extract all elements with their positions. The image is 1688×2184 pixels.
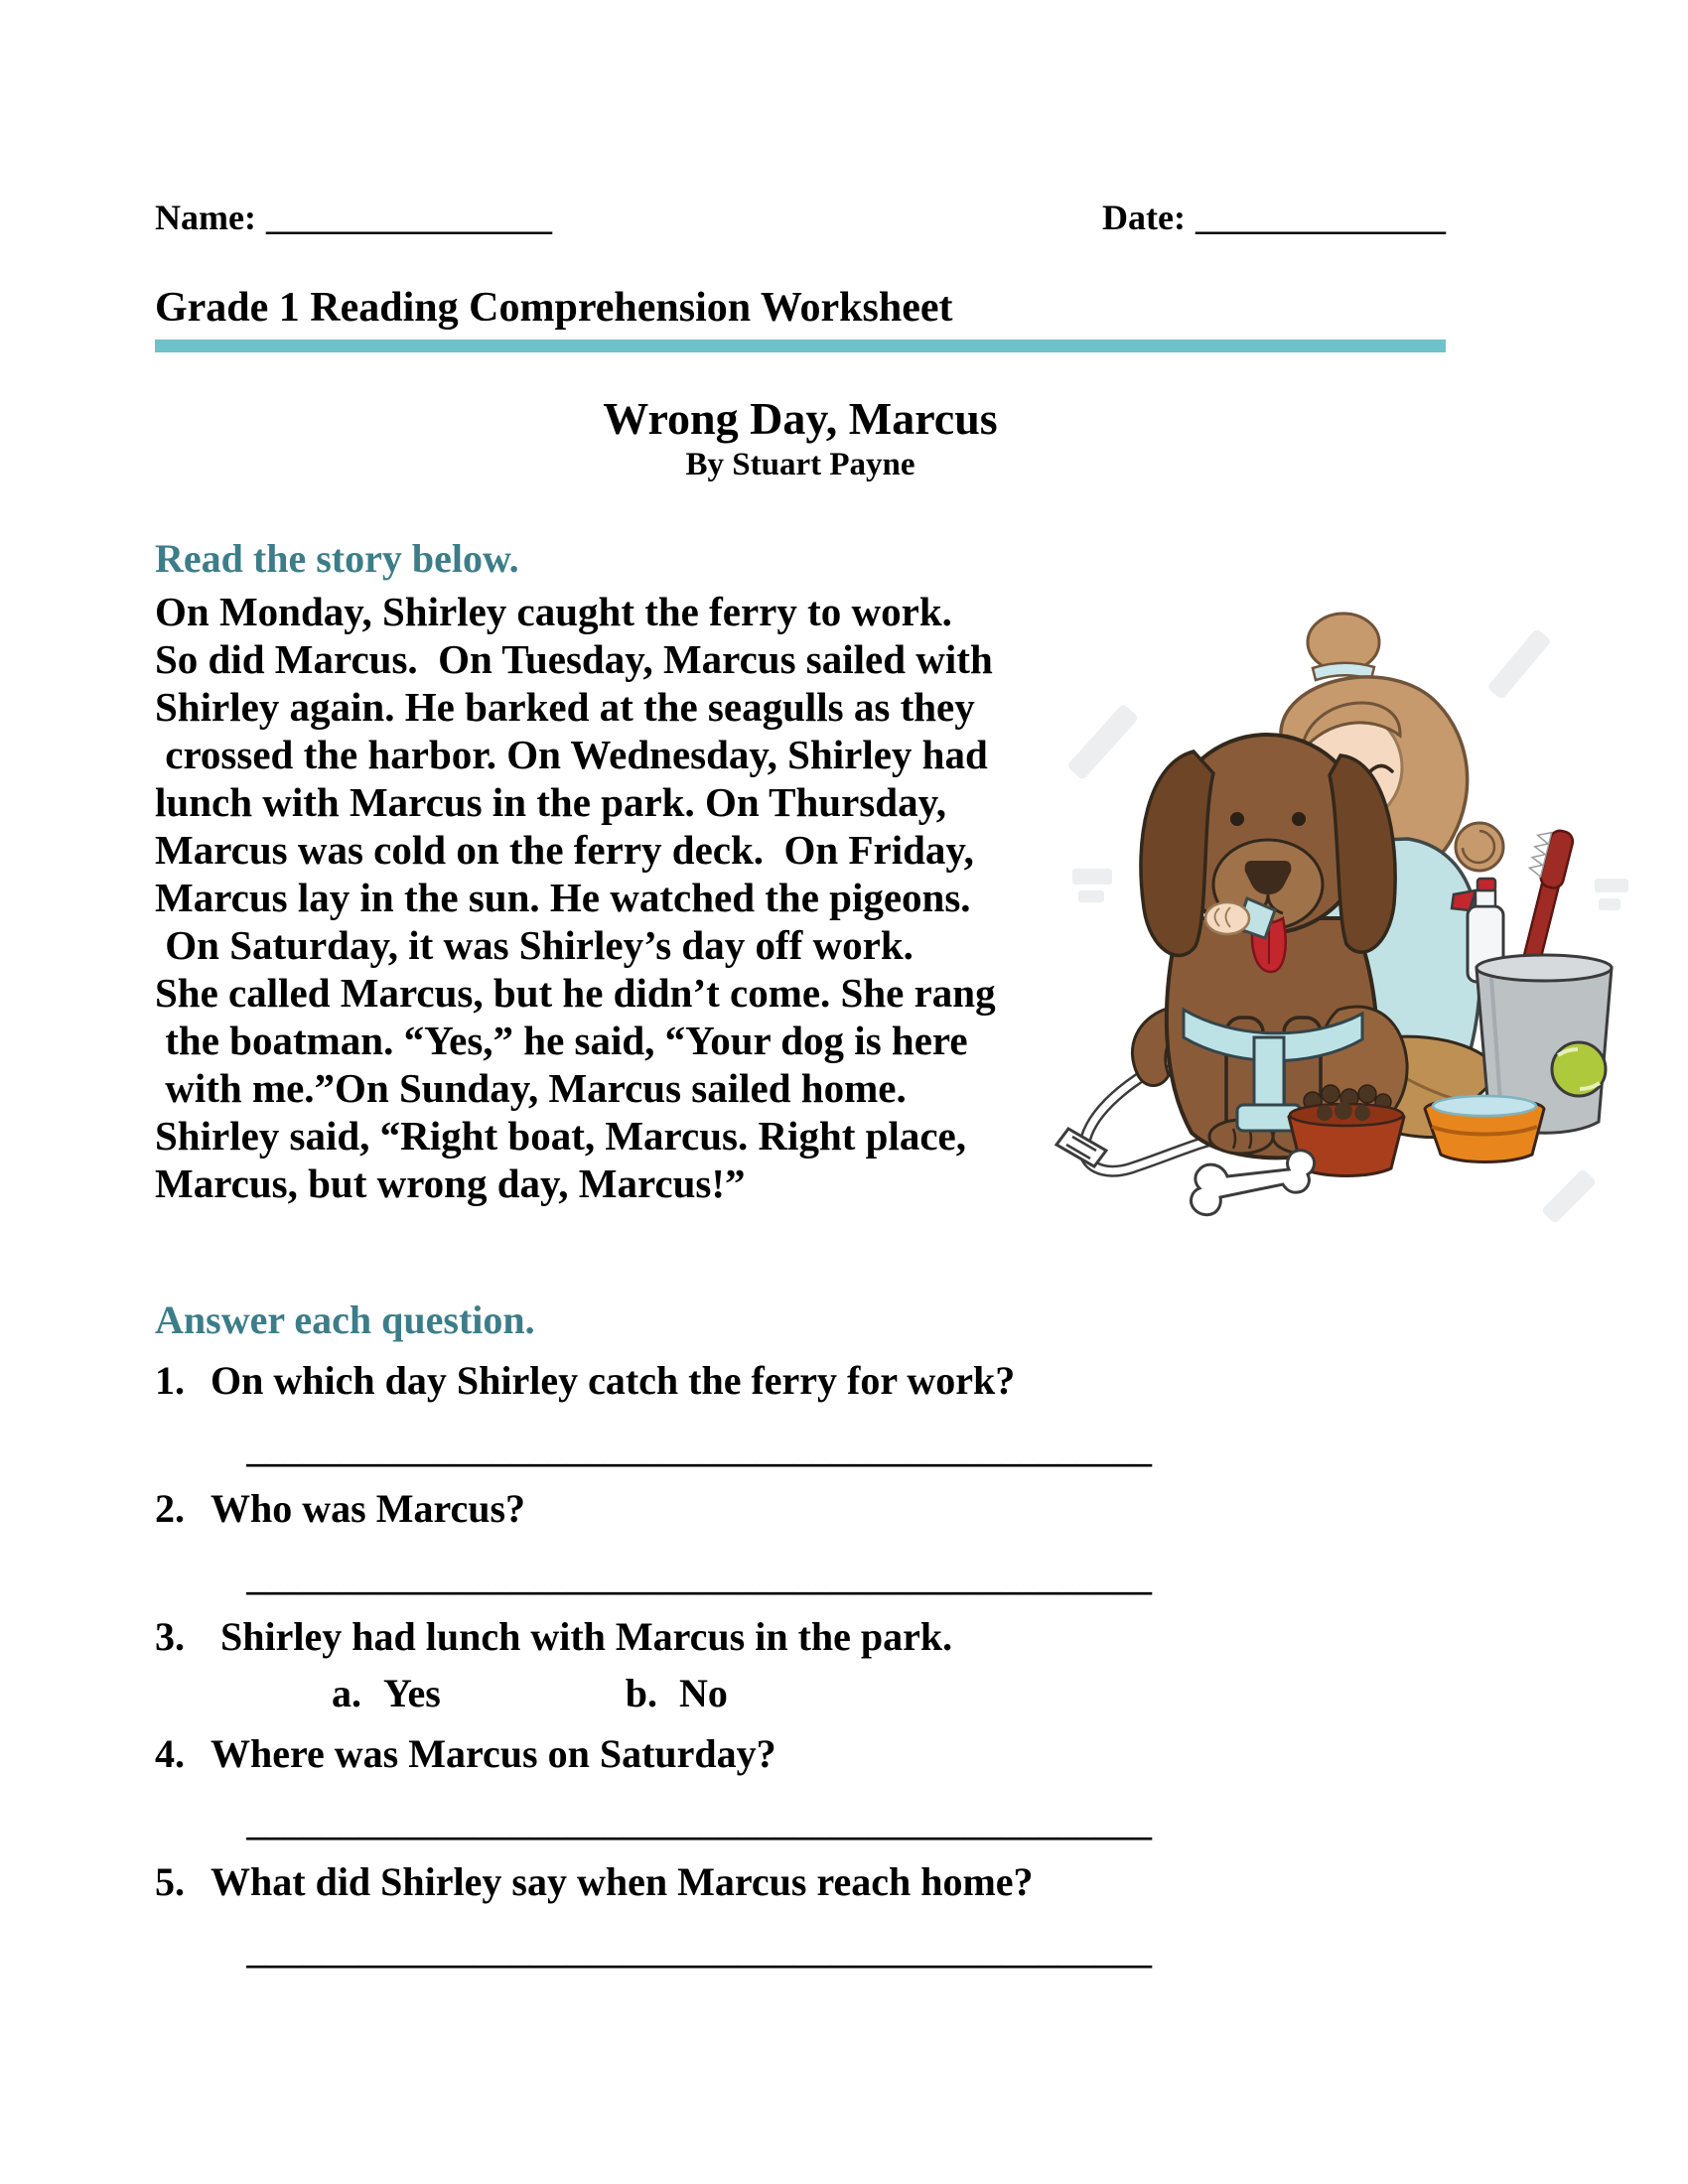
story-line: She called Marcus, but he didn’t come. She rang	[155, 970, 996, 1016]
question-4-text: Where was Marcus on Saturday?	[211, 1731, 776, 1776]
story-line: lunch with Marcus in the park. On Thursday,	[155, 779, 947, 825]
name-field	[155, 197, 552, 238]
question-2	[155, 1485, 1446, 1532]
woman-hand	[1205, 898, 1275, 938]
read-instruction: Read the story below.	[155, 536, 519, 581]
option-a-label: Yes	[383, 1671, 441, 1715]
date-label: Date:	[1102, 198, 1186, 237]
story-line: Shirley said, “Right boat, Marcus. Right place,	[155, 1113, 966, 1159]
option-b-letter: b.	[625, 1671, 658, 1715]
option-a-letter: a.	[332, 1671, 361, 1715]
question-1-number: 1.	[155, 1358, 185, 1403]
option-a	[332, 1670, 441, 1716]
date-field	[1102, 197, 1446, 238]
name-date-row	[155, 197, 1446, 238]
question-4-number: 4.	[155, 1731, 185, 1776]
question-3-options	[332, 1670, 1446, 1716]
water-bowl-graphic	[1425, 1096, 1544, 1162]
story-line: On Monday, Shirley caught the ferry to work.	[155, 589, 952, 634]
story-line: Shirley again. He barked at the seagulls as they	[155, 684, 975, 730]
option-b-label: No	[679, 1671, 728, 1715]
story-line: the boatman. “Yes,” he said, “Your dog is here	[155, 1018, 968, 1063]
name-blank-line: ________________	[265, 198, 552, 237]
question-5-number: 5.	[155, 1859, 185, 1904]
answer-line-4: ________________________________________________	[246, 1802, 1152, 1843]
tennis-ball-graphic	[1552, 1042, 1606, 1096]
question-3	[155, 1613, 1446, 1660]
story-line: with me.”On Sunday, Marcus sailed home.	[155, 1065, 907, 1111]
question-3-text: Shirley had lunch with Marcus in the park.	[211, 1614, 953, 1659]
story-line: Marcus lay in the sun. He watched the pigeons.	[155, 875, 971, 920]
woman-hugging-dog-illustration	[1043, 581, 1648, 1241]
answer-line-5: ________________________________________________	[246, 1930, 1152, 1972]
story-line: Marcus was cold on the ferry deck. On Friday,	[155, 827, 974, 873]
name-label: Name:	[155, 198, 256, 237]
answer-line-2: ________________________________________________	[246, 1557, 1152, 1598]
bone-graphic	[1192, 1151, 1315, 1215]
worksheet-heading: Grade 1 Reading Comprehension Worksheet	[155, 285, 953, 331]
answer-section	[155, 1297, 1446, 1973]
question-2-text: Who was Marcus?	[211, 1486, 526, 1531]
story-line: Marcus, but wrong day, Marcus!”	[155, 1160, 746, 1206]
question-5-text: What did Shirley say when Marcus reach home?	[211, 1859, 1034, 1904]
story-line: So did Marcus. On Tuesday, Marcus sailed with	[155, 636, 993, 682]
question-5	[155, 1858, 1446, 1905]
answer-instruction: Answer each question.	[155, 1297, 535, 1342]
story-line: On Saturday, it was Shirley’s day off work.	[155, 922, 914, 968]
story-title: Wrong Day, Marcus	[603, 393, 998, 444]
date-blank-line: ______________	[1196, 198, 1446, 237]
story-line: crossed the harbor. On Wednesday, Shirley had	[155, 732, 988, 777]
question-3-number: 3.	[155, 1614, 185, 1659]
question-1	[155, 1357, 1446, 1404]
answer-line-1: ________________________________________________	[246, 1429, 1152, 1470]
question-2-number: 2.	[155, 1486, 185, 1531]
story-byline: By Stuart Payne	[685, 447, 915, 482]
question-4	[155, 1730, 1446, 1777]
teal-divider-bar	[155, 340, 1446, 352]
question-1-text: On which day Shirley catch the ferry for work?	[211, 1358, 1016, 1403]
option-b	[626, 1670, 728, 1716]
